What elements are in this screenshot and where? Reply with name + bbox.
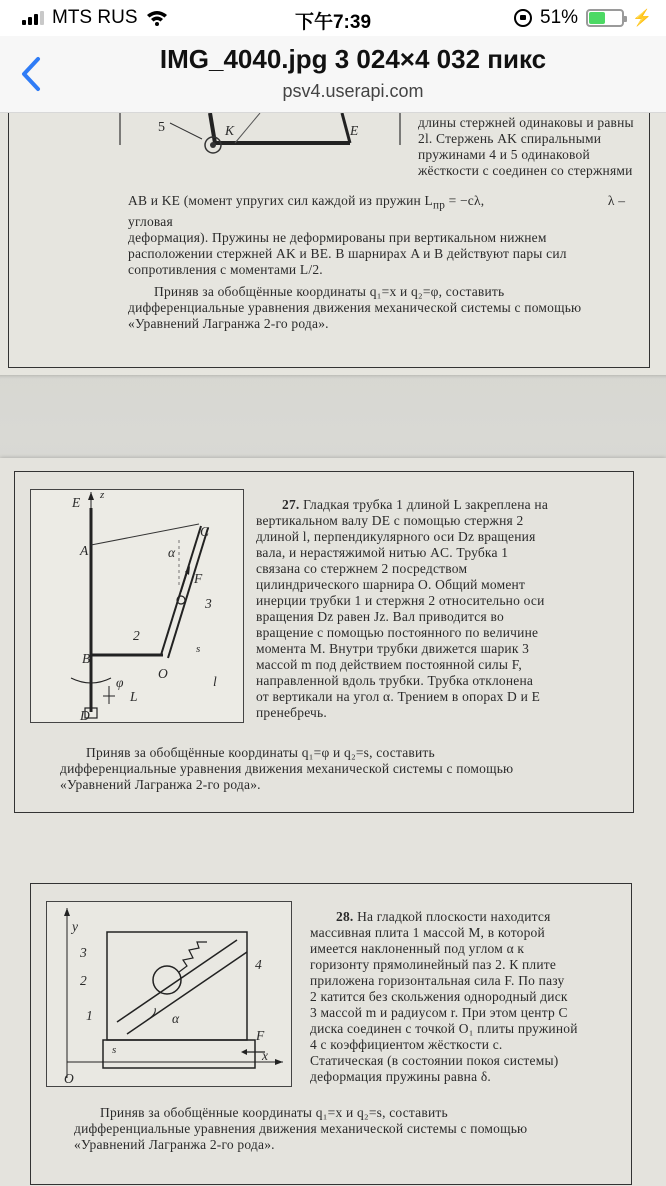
fig-label: 2 <box>80 973 87 988</box>
fig-label: O <box>158 666 168 681</box>
problem-text-top-right: длины стержней одинаковы и равны 2l. Стержень AK спиральными пружинами 4 и 5 одинаковой жёсткости с соединен со стержнями <box>418 115 634 178</box>
status-right <box>514 7 652 29</box>
fig-label: s <box>196 643 201 655</box>
fig-label: α <box>172 1011 180 1026</box>
carrier-name: MTS RUS <box>52 7 138 28</box>
battery-percent: 51% <box>540 7 579 28</box>
fig-label: K <box>225 123 235 138</box>
fig-label: C <box>200 524 210 539</box>
fig-label: 2 <box>133 628 140 643</box>
fig-label: F <box>256 1028 265 1043</box>
fig-label: z <box>100 489 105 501</box>
rotation-lock-icon <box>514 9 532 27</box>
image-title: IMG_4040.jpg 3 024×4 032 пикс <box>159 44 547 74</box>
fig-label: D <box>80 708 90 723</box>
problem-27-task: Приняв за обобщённые координаты q₁=φ и q₂=s, составить дифференциальные уравнения движения механической системы с помощью «Уравнений Лагранжа 2-го рода». <box>60 745 514 792</box>
image-source-url: psv4.userapi.com <box>282 81 424 101</box>
clock: 下午7:39 <box>294 12 372 33</box>
battery-fill <box>589 12 605 24</box>
problem-27-text: 27. Гладкая трубка 1 длиной L закреплена на вертикальном валу DE с помощью стержня 2 длиной l, перпендикулярного оси Dz вращения вала, и нерастяжимой нитью AC. Трубка 1 связана со стержнем 2 посредством цилиндрического шарнира O. Общий момент инерции трубки 1 и стержня 2 относительно оси вращения Dz равен Jz. Вал приводится во вращение с помощью постоянного по величине момента M. Внутри трубки движется шарик 3 массой m под действием постоянной силы F, направленной вдоль трубки. Трубка отклонена от вертикали на угол α. Трением в опорах D и E пренебречь. <box>256 497 549 720</box>
fig-label: E <box>350 123 359 138</box>
photo-viewer[interactable] <box>0 113 666 1186</box>
fig-label: F <box>194 571 203 586</box>
charging-bolt-icon: ⚡ <box>632 10 652 27</box>
fig-label: E <box>72 495 81 510</box>
fig-label: s <box>112 1044 117 1056</box>
problem-28-task: Приняв за обобщённые координаты q₁=x и q₂=s, составить дифференциальные уравнения движения механической системы с помощью «Уравнений Лагранжа 2-го рода». <box>74 1105 528 1152</box>
fig-label: 3 <box>205 596 212 611</box>
battery-icon <box>586 9 624 27</box>
status-bar <box>0 0 666 36</box>
fig-label: 3 <box>80 945 87 960</box>
fig-label: 5 <box>158 120 166 135</box>
fig-label: O <box>64 1071 74 1086</box>
fig-label: α <box>168 545 176 560</box>
fig-label: A <box>80 543 89 558</box>
fig-label: x <box>262 1048 269 1063</box>
figure-28 <box>46 901 292 1087</box>
mechanism-figure-top <box>110 113 410 163</box>
fig-label: y <box>72 919 79 934</box>
problem-28-text: 28. На гладкой плоскости находится массивная плита 1 массой M, в которой имеется наклоненный под углом α к горизонту прямолинейный паз 2. К плите приложена горизонтальная сила F. По пазу 2 катится без скольжения однородный диск 3 массой m и радиусом r. При этом центр C диска соединен с точкой O₁ плиты пружиной 4 с коэффициентом жёсткости c. Статическая (в состоянии покоя системы) деформация пружины равна δ. <box>310 909 578 1084</box>
fig-label: φ <box>116 675 124 690</box>
problem-text-top: AB и KE (момент упругих сил каждой из пружин $L_{пр} = -c\lambda$, λ – угловая деформация). Пружины не деформированы при вертикальном нижнем расположении стержней AK и BE. В шарнирах A и B действуют пары сил сопротивления с моментами L/2. Приняв за обобщённые координаты q₁=x и q₂=φ, составить дифференциальные уравнения движения механической системы с помощью «Уравнений Лагранжа 2-го рода». <box>128 193 626 331</box>
fig-label: 1 <box>86 1008 93 1023</box>
fig-label: 4 <box>255 957 262 972</box>
back-chevron-icon[interactable] <box>16 56 48 92</box>
fig-label: l <box>213 674 217 689</box>
plate-disk-diagram <box>47 902 291 1086</box>
navigation-bar <box>0 36 666 113</box>
fig-label: B <box>82 651 91 666</box>
fig-label: L <box>130 689 138 704</box>
